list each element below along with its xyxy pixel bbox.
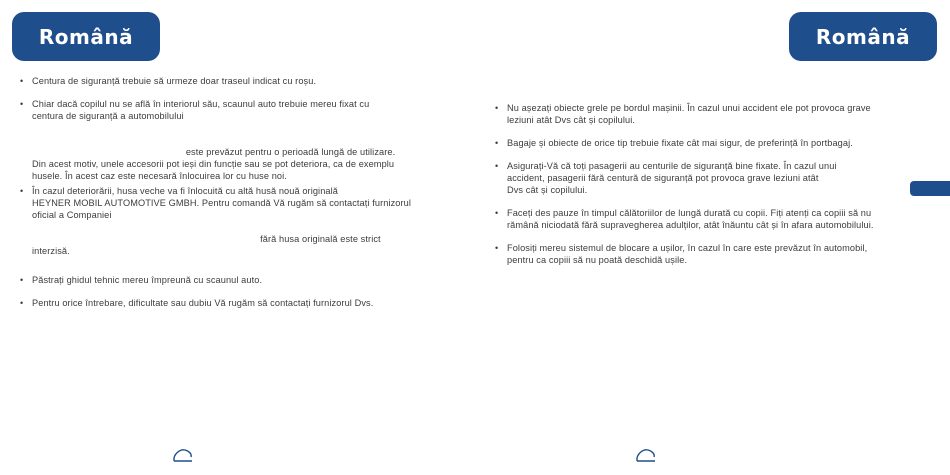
list-item-line: centura de siguranță a automobilului (32, 111, 184, 121)
list-item-line: oficial a Companiei (32, 210, 112, 220)
list-item-line (32, 122, 395, 134)
list-item (20, 75, 317, 87)
list-item-line: pentru ca copiii să nu poată deschidă ușile. (507, 255, 688, 265)
list-item-line: Asigurați-Vă că toți pasagerii au centurile de siguranță bine fixate. În cazul unui (507, 161, 837, 171)
list-item-line (32, 221, 411, 233)
heyner-logo-icon (634, 446, 658, 466)
bullet-icon: • (495, 243, 499, 253)
list-item-line: Faceți des pauze în timpul călătoriilor de lungă durată cu copii. Fiți atenți ca copiii să nu (507, 208, 872, 218)
bullet-icon: • (495, 208, 499, 218)
list-item (20, 297, 374, 309)
list-item (495, 207, 874, 231)
list-item-line: Centura de siguranță trebuie să urmeze doar traseul indicat cu roșu. (32, 76, 317, 86)
bullet-icon: • (495, 161, 499, 171)
heyner-logo-icon (171, 446, 195, 466)
language-tab-left: Română (12, 12, 160, 61)
bullet-icon: • (20, 275, 24, 285)
list-item-line: Nu așezați obiecte grele pe bordul mașinii. În cazul unui accident ele pot provoca grave (507, 103, 871, 113)
bullet-icon: • (20, 99, 24, 109)
list-item-line: Chiar dacă copilul nu se află în interiorul său, scaunul auto trebuie mereu fixat cu (32, 99, 370, 109)
language-tab-right: Română (789, 12, 937, 61)
list-item (495, 102, 871, 126)
list-item-line: interzisă. (32, 246, 70, 256)
list-item-line: leziuni atât Dvs cât și copilului. (507, 115, 635, 125)
list-item-line: fără husa originală este strict (32, 234, 381, 244)
list-item-line: rămână niciodată fără supravegherea adulților, atât înăuntu cât și în afara automobilului. (507, 220, 874, 230)
list-item-line: Păstrați ghidul tehnic mereu împreună cu scaunul auto. (32, 275, 263, 285)
bullet-icon: • (20, 298, 24, 308)
list-item-line: În cazul deteriorării, husa veche va fi înlocuită cu altă husă nouă originală (32, 186, 338, 196)
bullet-icon: • (495, 103, 499, 113)
bullet-icon: • (20, 186, 24, 196)
bullet-icon: • (20, 76, 24, 86)
list-item (20, 98, 396, 182)
list-item (495, 160, 837, 196)
list-item (495, 242, 868, 266)
list-item (20, 185, 412, 257)
list-item-line: este prevăzut pentru o perioadă lungă de utilizare. (32, 147, 396, 157)
list-item-line: HEYNER MOBIL AUTOMOTIVE GMBH. Pentru comandă Vă rugăm să contactați furnizorul (32, 198, 412, 208)
list-item-line: husele. În acest caz este necesară înlocuirea lor cu huse noi. (32, 171, 287, 181)
list-item (495, 137, 853, 149)
list-item-line (32, 134, 395, 146)
list-item-line: Dvs cât și copilului. (507, 185, 588, 195)
list-item-line: Din acest motiv, unele accesorii pot ieși din funcție sau se pot deteriora, ca de exemplu (32, 159, 395, 169)
list-item-line: Folosiți mereu sistemul de blocare a ușilor, în cazul în care este prevăzut în automobil, (507, 243, 868, 253)
list-item-line: Pentru orice întrebare, dificultate sau dubiu Vă rugăm să contactați furnizorul Dvs. (32, 298, 374, 308)
list-item (20, 274, 263, 286)
list-item-line: accident, pasagerii fără centură de siguranță pot provoca grave leziuni atât (507, 173, 819, 183)
bullet-icon: • (495, 138, 499, 148)
page-edge-marker (910, 181, 950, 196)
list-item-line: Bagaje și obiecte de orice tip trebuie fixate cât mai sigur, de preferință în portbagaj. (507, 138, 853, 148)
